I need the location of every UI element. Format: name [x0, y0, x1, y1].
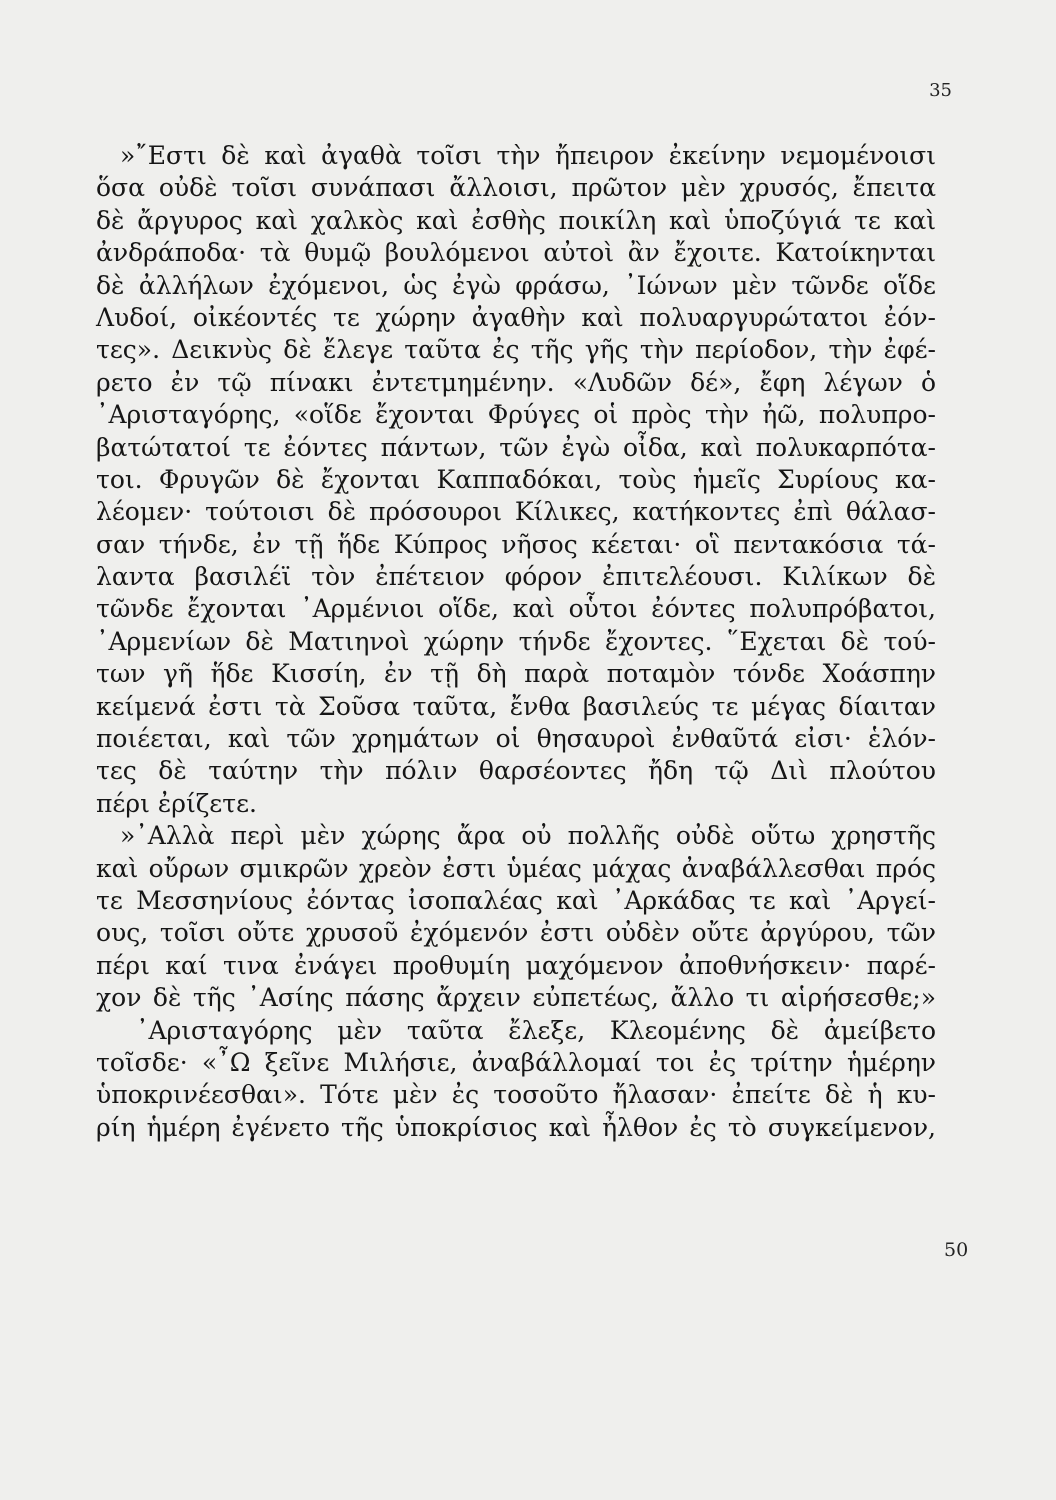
text-line: σαν τήνδε, ἐν τῇ ἥδε Κύπρος νῆσος κέεται· οἳ πεντακόσια τά-: [96, 529, 936, 559]
text-line: ρετο ἐν τῷ πίνακι ἐντετμημένην. «Λυδῶν δέ», ἔφη λέγων ὁ: [96, 367, 936, 397]
text-line: καὶ οὔρων σμικρῶν χρεὸν ἐστι ὑμέας μάχας ἀναβάλλεσθαι πρός: [96, 853, 936, 883]
text-line: ποιέεται, καὶ τῶν χρημάτων οἱ θησαυροὶ ἐνθαῦτά εἰσι· ἑλόν-: [96, 724, 936, 754]
text-line: χον δὲ τῆς ᾿Ασίης πάσης ἄρχειν εὐπετέως, ἄλλο τι αἱρήσεσθε;»: [96, 983, 936, 1013]
text-line: τοῖσδε· «῏Ω ξεῖνε Μιλήσιε, ἀναβάλλομαί τοι ἐς τρίτην ἡμέρην: [96, 1047, 936, 1077]
text-line: ὑποκρινέεσθαι». Τότε μὲν ἐς τοσοῦτο ἤλασαν· ἐπείτε δὲ ἡ κυ-: [96, 1080, 936, 1110]
text-line: »᾿Αλλὰ περὶ μὲν χώρης ἄρα οὐ πολλῆς οὐδὲ οὕτω χρηστῆς: [120, 821, 936, 851]
text-line: κείμενά ἐστι τὰ Σοῦσα ταῦτα, ἔνθα βασιλεύς τε μέγας δίαιταν: [96, 691, 936, 721]
text-line: πέρι ἐρίζετε.: [96, 788, 257, 818]
text-line: ους, τοῖσι οὔτε χρυσοῦ ἐχόμενόν ἐστι οὐδὲν οὔτε ἀργύρου, τῶν: [96, 918, 936, 948]
text-line: πέρι καί τινα ἐνάγει προθυμίη μαχόμενον ἀποθνήσκειν· παρέ-: [96, 950, 936, 980]
text-line: δὲ ἄργυρος καὶ χαλκὸς καὶ ἐσθὴς ποικίλη καὶ ὑποζύγιά τε καὶ: [96, 205, 936, 235]
text-line: των γῆ ἥδε Κισσίη, ἐν τῇ δὴ παρὰ ποταμὸν τόνδε Χοάσπην: [96, 659, 936, 689]
text-line: τες δὲ ταύτην τὴν πόλιν θαρσέοντες ἤδη τῷ Διὶ πλούτου: [96, 756, 936, 786]
text-line: τῶνδε ἔχονται ᾿Αρμένιοι οἵδε, καὶ οὗτοι ἐόντες πολυπρόβατοι,: [96, 594, 936, 624]
page-number: 35: [929, 80, 952, 101]
text-line: τες». Δεικνὺς δὲ ἔλεγε ταῦτα ἐς τῆς γῆς τὴν περίοδον, τὴν ἐφέ-: [96, 335, 936, 365]
text-line: τε Μεσσηνίους ἐόντας ἰσοπαλέας καὶ ᾿Αρκάδας τε καὶ ᾿Αργεί-: [96, 885, 936, 915]
text-line: τοι. Φρυγῶν δὲ ἔχονται Καππαδόκαι, τοὺς ἡμεῖς Συρίους κα-: [96, 464, 936, 494]
text-line: βατώτατοί τε ἐόντες πάντων, τῶν ἐγὼ οἶδα, καὶ πολυκαρπότα-: [96, 432, 936, 462]
text-line: ἀνδράποδα· τὰ θυμῷ βουλόμενοι αὐτοὶ ἂν ἔχοιτε. Κατοίκηνται: [96, 238, 936, 268]
text-line: λέομεν· τούτοισι δὲ πρόσουροι Κίλικες, κατήκοντες ἐπὶ θάλασ-: [96, 497, 936, 527]
text-line: ᾿Αρισταγόρης, «οἵδε ἔχονται Φρύγες οἱ πρὸς τὴν ἠῶ, πολυπρο-: [96, 400, 936, 430]
text-line: »῎Εστι δὲ καὶ ἀγαθὰ τοῖσι τὴν ἤπειρον ἐκείνην νεμομένοισι: [120, 141, 936, 170]
text-line: δὲ ἀλλήλων ἐχόμενοι, ὡς ἐγὼ φράσω, ᾿Ιώνων μὲν τῶνδε οἵδε: [96, 270, 936, 300]
text-line: λαντα βασιλέϊ τὸν ἐπέτειον φόρον ἐπιτελέουσι. Κιλίκων δὲ: [96, 562, 936, 592]
text-line: Λυδοί, οἰκέοντές τε χώρην ἀγαθὴν καὶ πολυαργυρώτατοι ἐόν-: [96, 302, 936, 332]
greek-text-body: [96, 140, 936, 1144]
text-line: ρίη ἡμέρη ἐγένετο τῆς ὑποκρίσιος καὶ ἦλθον ἐς τὸ συγκείμενον,: [96, 1112, 936, 1142]
text-line: ὅσα οὐδὲ τοῖσι συνάπασι ἄλλοισι, πρῶτον μὲν χρυσός, ἔπειτα: [96, 173, 936, 203]
text-line: ᾿Αρισταγόρης μὲν ταῦτα ἔλεξε, Κλεομένης δὲ ἀμείβετο: [136, 1015, 936, 1045]
text-line: ᾿Αρμενίων δὲ Ματιηνοὶ χώρην τήνδε ἔχοντες. ῞Εχεται δὲ τού-: [96, 626, 936, 656]
section-number: 50: [944, 1239, 969, 1261]
